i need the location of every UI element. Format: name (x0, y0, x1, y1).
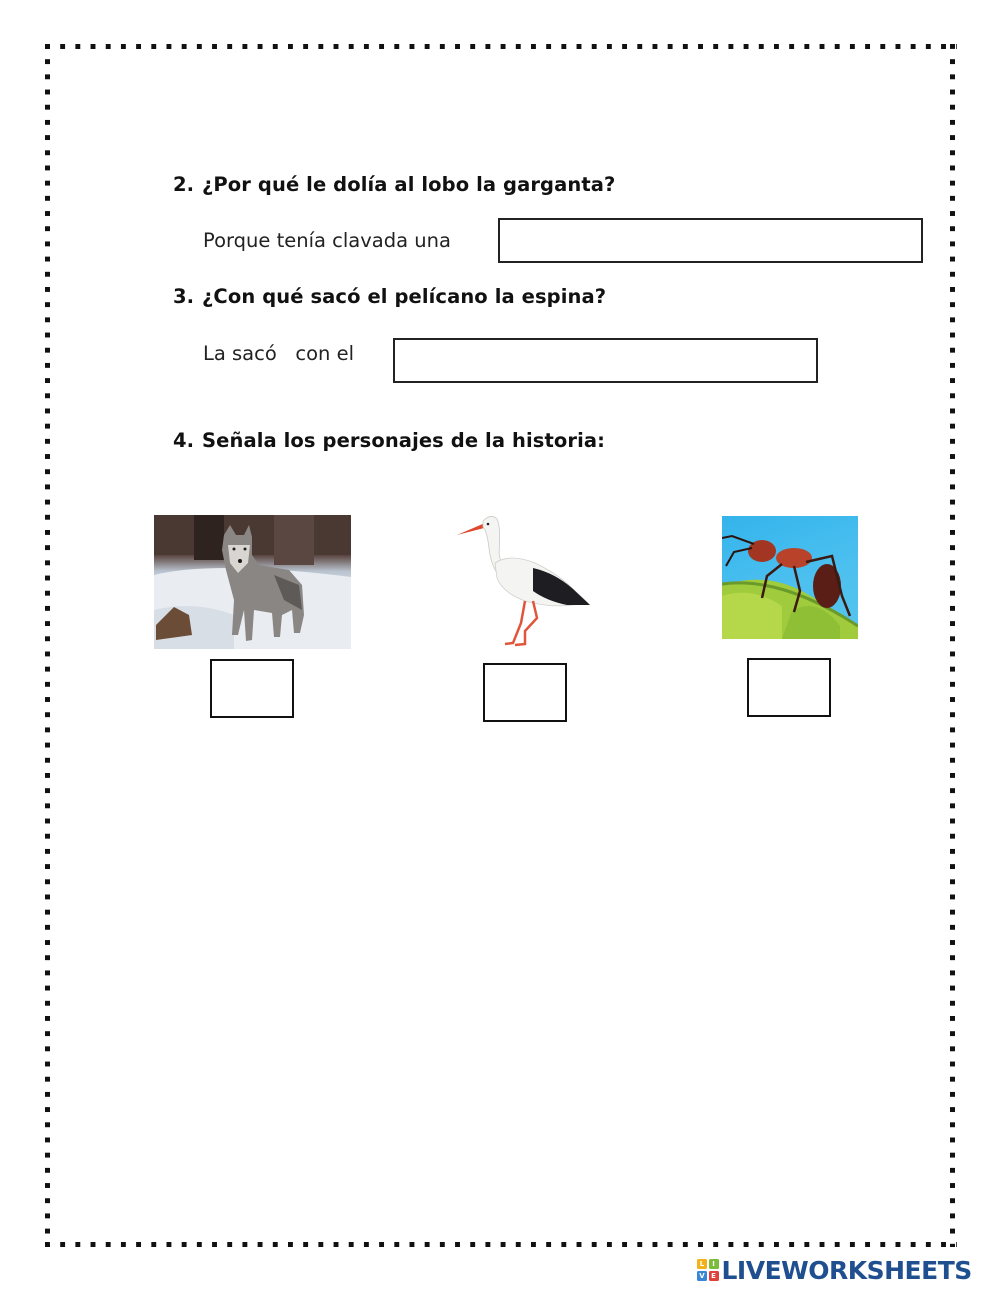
question-number: 3. (173, 285, 195, 308)
question-number: 2. (173, 173, 195, 196)
logo-letter-i: I (709, 1259, 719, 1269)
logo-letter-e: E (709, 1271, 719, 1281)
liveworksheets-logo[interactable] (697, 1257, 972, 1283)
select-ant-checkbox[interactable] (747, 658, 831, 717)
question-2 (173, 173, 615, 196)
stork-illustration-icon (455, 513, 595, 649)
page-border-right (950, 44, 955, 1247)
live-grid-icon (697, 1259, 719, 1281)
question-text: ¿Con qué sacó el pelícano la espina? (202, 285, 607, 308)
page-border-top (45, 44, 957, 49)
select-wolf-checkbox[interactable] (210, 659, 294, 718)
ant-photo-icon (722, 516, 858, 639)
page-border-left (45, 44, 50, 1247)
page-border-bottom (45, 1242, 957, 1247)
question-4 (173, 429, 605, 452)
answer-prefix: La sacó con el (203, 342, 354, 365)
answer-input-2[interactable] (498, 218, 923, 263)
answer-prefix: Porque tenía clavada una (203, 229, 451, 252)
logo-letter-v: V (697, 1271, 707, 1281)
logo-text: LIVEWORKSHEETS (721, 1255, 972, 1285)
wolf-photo-icon (154, 515, 351, 649)
answer-input-3[interactable] (393, 338, 818, 383)
question-text: ¿Por qué le dolía al lobo la garganta? (202, 173, 616, 196)
select-stork-checkbox[interactable] (483, 663, 567, 722)
question-text: Señala los personajes de la historia: (202, 429, 606, 452)
logo-letter-l: L (697, 1259, 707, 1269)
question-3 (173, 285, 606, 308)
question-number: 4. (173, 429, 195, 452)
